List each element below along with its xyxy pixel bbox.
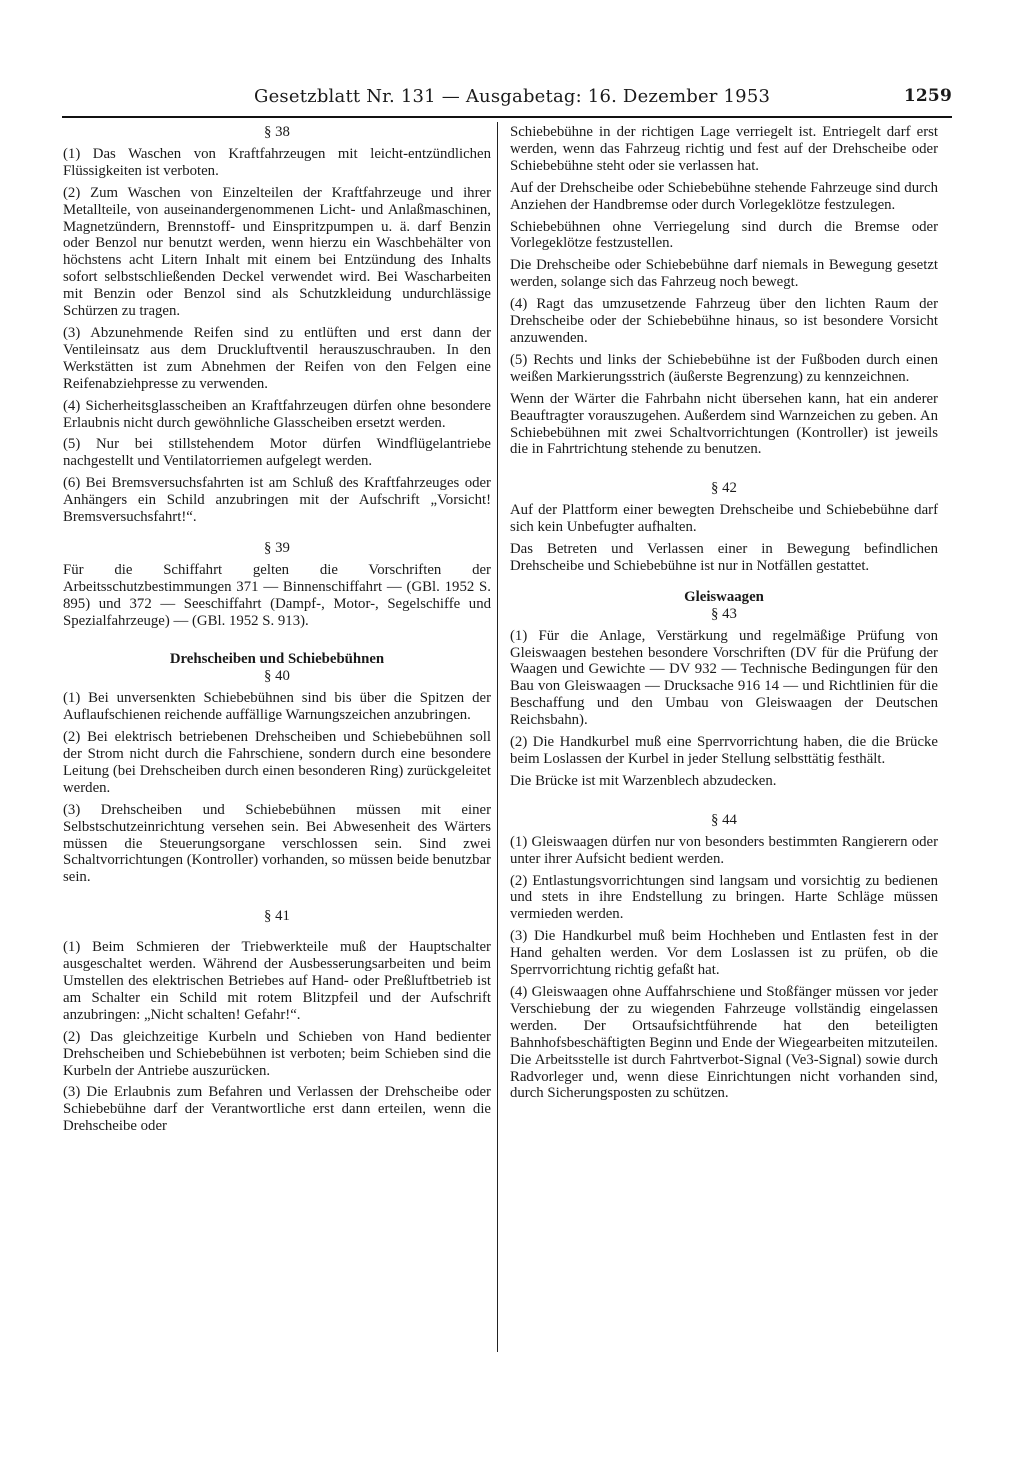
header-rule [62, 116, 952, 118]
header-title: Gesetzblatt Nr. 131 — Ausgabetag: 16. Dezember 1953 [254, 86, 771, 107]
paragraph: (2) Bei elektrisch betriebenen Drehscheiben und Schiebebühnen soll der Strom nicht durch die Fahrschiene, sondern durch eine besondere Leitung (bei Drehscheiben durch einen besonderen Ring) zurückgeleitet werden. [63, 729, 491, 796]
section-title-42: § 42 [711, 480, 737, 497]
paragraph: (3) Die Handkurbel muß beim Hochheben und Entlasten fest in der Hand gehalten werden. Vor dem Loslassen ist zu prüfen, ob die Sperrvorrichtung richtig gefaßt hat. [510, 928, 938, 979]
paragraph: Die Brücke ist mit Warzenblech abzudecken. [510, 772, 777, 789]
paragraph: Schiebebühne in der richtigen Lage verriegelt ist. Entriegelt darf erst werden, wenn das Fahrzeug richtig und fest auf der Drehscheibe oder Schiebebühne steht oder sie verlassen hat. [510, 124, 938, 174]
paragraph: (4) Gleiswaagen ohne Auffahrschiene und Stoßfänger müssen vor jeder Verschiebung der zu wiegenden Fahrzeuge vollständig eingelassen werden. Der Ortsaufsichtführende hat den beteiligten Bahnhofsbeschäftigten Beginn und Ende der Wiegearbeiten mitzuteilen. Die Arbeitsstelle ist durch Fahrtverbot-Signal (Ve3-Signal) sowie durch Radvorleger und, wenn diese Einrichtungen nicht vorhanden sind, durch Sicherungsposten zu schützen. [510, 983, 938, 1102]
paragraph: (1) Bei unversenkten Schiebebühnen sind bis über die Spitzen der Auflaufschienen reichende auffällige Warnungszeichen anzubringen. [63, 690, 491, 724]
paragraph: (5) Nur bei stillstehendem Motor dürfen Windflügelantriebe nachgestellt und Ventilatorriemen aufgelegt werden. [63, 436, 491, 470]
page-header [62, 86, 952, 116]
paragraph: (5) Rechts und links der Schiebebühne ist der Fußboden durch einen weißen Markierungsstrich (äußerste Begrenzung) zu kennzeichnen. [510, 351, 938, 385]
paragraph: Schiebebühnen ohne Verriegelung sind durch die Bremse oder Vorlegeklötze festzustellen. [510, 218, 938, 252]
column-divider [497, 122, 498, 1352]
section-title-38: § 38 [264, 124, 290, 140]
paragraph: Für die Schiffahrt gelten die Vorschriften der Arbeitsschutzbestimmungen 371 — Binnenschiffahrt — (GBl. 1952 S. 895) und 372 — Seeschiffahrt (Dampf-, Motor-, Segelschiffe und Spezialfahrzeuge) — (GBl. 1952 S. 913). [63, 561, 491, 629]
paragraph: (3) Abzunehmende Reifen sind zu entlüften und erst dann der Ventileinsatz aus dem Druckluftventil herauszuschrauben. In den Werkstätten ist zum Abnehmen der Reifen von den Felgen eine Reifenabziehpresse zu verwenden. [63, 324, 491, 392]
paragraph: (3) Drehscheiben und Schiebebühnen müssen mit einer Selbstschutzeinrichtung versehen sein. Bei Abwesenheit des Wärters müssen die Steuerungsorgane verschlossen sein. Sind zwei Schaltvorrichtungen (Kontroller) vorhanden, so müssen beide benutzbar sein. [63, 801, 491, 886]
paragraph: Die Drehscheibe oder Schiebebühne darf niemals in Bewegung gesetzt werden, solange sich das Fahrzeug noch bewegt. [510, 257, 938, 291]
paragraph: (4) Ragt das umzusetzende Fahrzeug über den lichten Raum der Drehscheibe oder der Schiebebühne hinaus, so ist besondere Vorsicht anzuwenden. [510, 296, 938, 346]
page-number: 1259 [903, 86, 952, 106]
paragraph: Auf der Plattform einer bewegten Drehscheibe und Schiebebühne darf sich kein Unbefugter aufhalten. [510, 502, 938, 536]
section-title-41: § 41 [264, 908, 290, 925]
paragraph: (1) Gleiswaagen dürfen nur von besonders bestimmten Rangierern oder unter ihrer Aufsicht bedient werden. [510, 833, 938, 867]
section-title-39: § 39 [264, 539, 290, 556]
paragraph: Das Betreten und Verlassen einer in Bewegung befindlichen Drehscheibe und Schiebebühne ist nur in Notfällen gestattet. [510, 541, 938, 574]
paragraph: (2) Die Handkurbel muß eine Sperrvorrichtung haben, die die Brücke beim Loslassen der Kurbel in jeder Stellung selbsttätig festhält. [510, 734, 938, 767]
paragraph: Wenn der Wärter die Fahrbahn nicht übersehen kann, hat ein anderer Beauftragter vorauszugehen. Außerdem sind Warnzeichen zu geben. An Schiebebühnen mit zwei Schaltvorrichtungen (Kontroller) ist jeweils die in Fahrtrichtung stehende zu benutzen. [510, 390, 938, 458]
paragraph: (2) Das gleichzeitige Kurbeln und Schieben von Hand bedienter Drehscheiben und Schiebebühnen ist verboten; beim Schieben sind die Kurbeln der Antriebe auszurücken. [63, 1028, 491, 1079]
paragraph: (1) Das Waschen von Kraftfahrzeugen mit leicht-entzündlichen Flüssigkeiten ist verboten. [63, 145, 491, 179]
paragraph: (3) Die Erlaubnis zum Befahren und Verlassen der Drehscheibe oder Schiebebühne darf der Verantwortliche erst dann erteilen, wenn die Drehscheibe oder [63, 1084, 491, 1135]
section-title-44: § 44 [711, 811, 737, 828]
section-title-43: § 43 [711, 605, 737, 622]
right-column [510, 124, 938, 1102]
paragraph: (4) Sicherheitsglasscheiben an Kraftfahrzeugen dürfen ohne besondere Erlaubnis nicht durch gewöhnliche Glasscheiben ersetzt werden. [63, 397, 491, 431]
paragraph: (6) Bei Bremsversuchsfahrten ist am Schluß des Kraftfahrzeuges oder Anhängers ein Schild anzubringen mit der Aufschrift „Vorsicht! Bremsversuchsfahrt!“. [63, 475, 491, 526]
heading-drehscheiben: Drehscheiben und Schiebebühnen [169, 651, 385, 668]
paragraph: Auf der Drehscheibe oder Schiebebühne stehende Fahrzeuge sind durch Anziehen der Handbremse oder durch Vorlegeklötze festzulegen. [510, 179, 938, 213]
paragraph: (1) Für die Anlage, Verstärkung und regelmäßige Prüfung von Gleiswaagen bestehen besondere Vorschriften (DV für die Prüfung der Waagen und Gewichte — DV 932 — Technische Bedingungen für den Bau von Gleiswaagen — Drucksache 916 14 — und Richtlinien für die Beschaffung und den Umbau von Gleiswaagen der Deutschen Reichsbahn). [510, 627, 938, 729]
left-column [63, 124, 491, 1135]
paragraph: (2) Entlastungsvorrichtungen sind langsam und vorsichtig zu bedienen und stets in ihre Endstellung zu bringen. Harte Schläge müssen vermieden werden. [510, 872, 938, 923]
heading-gleiswaagen: Gleiswaagen [684, 588, 764, 605]
paragraph: (2) Zum Waschen von Einzelteilen der Kraftfahrzeuge und ihrer Metallteile, von auseinandergenommenen Licht- und Anlaßmaschinen, Magnetzündern, Brennstoff- und Einspritzpumpen u. ä. darf Benzin oder Benzol nur benutzt werden, wenn hierzu ein Waschbehälter von höchstens acht Litern Inhalt mit einem bei Entzündung des Inhalts sofort selbstschließenden Deckel verwendet wird. Bei Wascharbeiten mit Benzin oder Benzol sind als Schutzkleidung undurchlässige Schürzen zu tragen. [63, 184, 491, 320]
paragraph: (1) Beim Schmieren der Triebwerkteile muß der Hauptschalter ausgeschaltet werden. Während der Ausbesserungsarbeiten und beim Umstellen des elektrischen Betriebes auf Hand- oder Preßluftbetrieb ist am Schalter ein Schild mit rotem Blitzpfeil und der Aufschrift anzubringen: „Nicht schalten! Gefahr!“. [63, 939, 491, 1023]
section-title-40: § 40 [264, 668, 290, 685]
